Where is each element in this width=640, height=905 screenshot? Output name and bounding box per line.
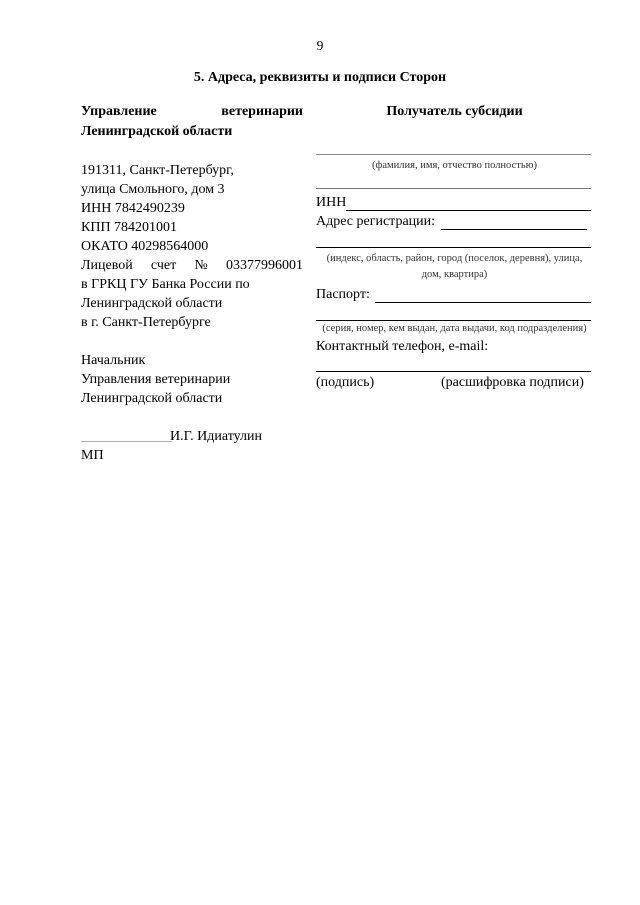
right-inn-underline: [346, 210, 591, 211]
left-bank-line2: Ленинградской области: [81, 296, 223, 311]
right-heading: Получатель субсидии: [386, 104, 523, 119]
left-account-line: [81, 258, 303, 274]
right-signature-label: (подпись): [316, 375, 375, 390]
left-account-word1: Лицевой: [81, 258, 133, 273]
left-signature-line: _____________: [81, 429, 172, 444]
left-address-line1: 191311, Санкт-Петербург,: [81, 163, 234, 178]
left-inn: ИНН 7842490239: [81, 201, 185, 216]
left-position-line1: Начальник: [81, 353, 146, 368]
left-position-line2: Управления ветеринарии: [81, 372, 231, 387]
page-number: 9: [316, 38, 324, 53]
left-bank-line3: в г. Санкт-Петербурге: [81, 315, 211, 330]
right-contact-underline: [316, 371, 591, 372]
left-stamp-label: МП: [81, 448, 104, 463]
left-heading-word1: Управление: [81, 104, 157, 119]
left-signatory-name: И.Г. Идиатулин: [170, 429, 262, 444]
left-okato: ОКАТО 40298564000: [81, 239, 209, 254]
fio-underline: [316, 154, 591, 155]
right-reg-address-label: Адрес регистрации:: [316, 214, 436, 229]
right-reg-address-underline: [441, 229, 587, 230]
right-address-caption-line1: (индекс, область, район, город (поселок, деревня), улица,: [326, 253, 583, 264]
left-bank-line1: в ГРКЦ ГУ Банка России по: [81, 277, 250, 292]
right-passport-underline: [375, 302, 591, 303]
right-passport-label: Паспорт:: [316, 287, 370, 302]
right-signature-decode-label: (расшифровка подписи): [441, 375, 584, 390]
left-heading-line2: Ленинградской области: [81, 124, 233, 139]
right-address-caption-line2: дом, квартира): [421, 269, 488, 280]
right-inn-label: ИНН: [316, 195, 347, 210]
right-passport-caption: (серия, номер, кем выдан, дата выдачи, код подразделения): [322, 323, 587, 334]
left-heading-line1: [81, 104, 303, 120]
left-heading-word2: ветеринарии: [221, 104, 303, 119]
fio-caption: (фамилия, имя, отчество полностью): [372, 160, 537, 171]
fio-second-underline: [316, 188, 591, 189]
section-title: 5. Адреса, реквизиты и подписи Сторон: [193, 70, 447, 85]
left-position-line3: Ленинградской области: [81, 391, 223, 406]
left-account-number: 03377996001: [225, 258, 303, 273]
right-contact-label: Контактный телефон, e-mail:: [316, 339, 489, 354]
left-kpp: КПП 784201001: [81, 220, 178, 235]
right-passport-second-underline: [316, 320, 591, 321]
right-address-second-underline: [316, 247, 591, 248]
left-address-line2: улица Смольного, дом 3: [81, 182, 225, 197]
left-account-word2: счет: [150, 258, 177, 273]
left-account-word3: №: [194, 258, 208, 273]
